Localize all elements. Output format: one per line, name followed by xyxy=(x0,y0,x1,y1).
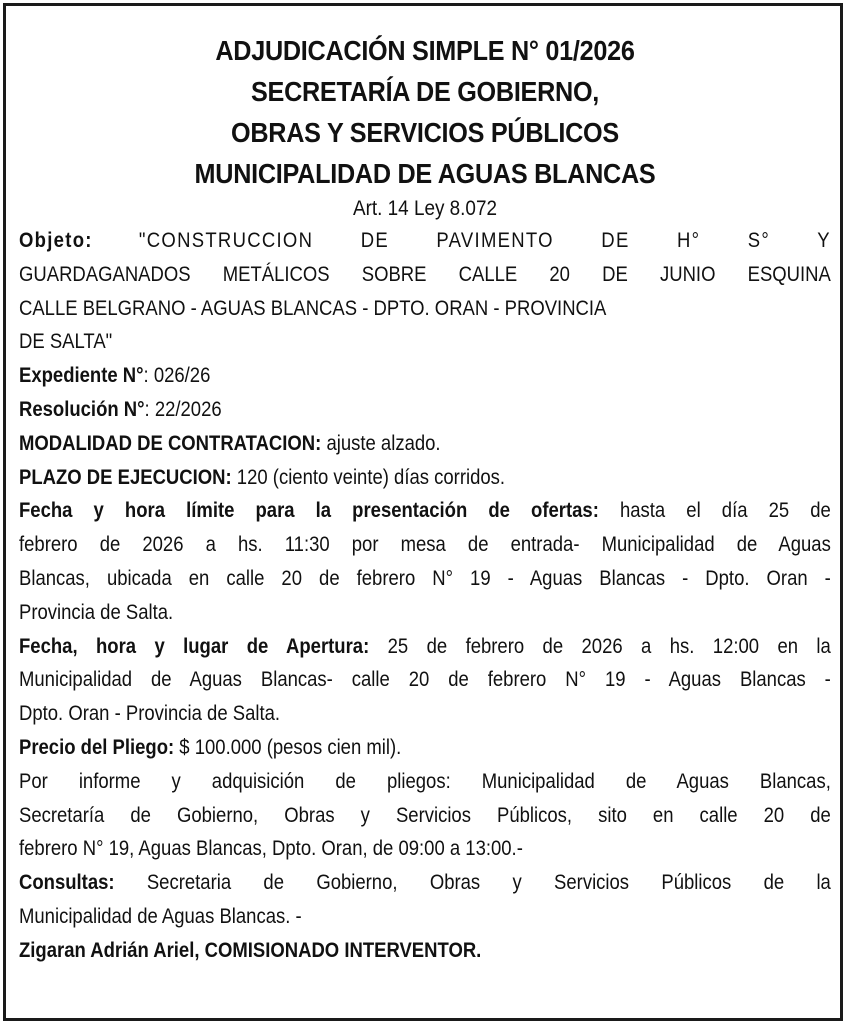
informe-line-1: Por informe y adquisición de pliegos: Municipalidad de Aguas Blancas, xyxy=(19,768,831,793)
modalidad-label: MODALIDAD DE CONTRATACION: xyxy=(19,430,322,455)
precio-row xyxy=(19,731,831,765)
resolucion-row xyxy=(19,393,831,427)
legal-reference: Art. 14 Ley 8.072 xyxy=(353,197,497,220)
objeto-label: Objeto: xyxy=(19,228,93,252)
objeto-line-4: DE SALTA" xyxy=(19,329,113,354)
consultas-row-1 xyxy=(19,866,831,900)
fecha-limite-row-4 xyxy=(19,596,831,630)
fecha-limite-line-2: febrero de 2026 a hs. 11:30 por mesa de entrada- Municipalidad de Aguas xyxy=(19,532,831,557)
precio-value: $ 100.000 (pesos cien mil). xyxy=(174,734,402,759)
informe-line-2: Secretaría de Gobierno, Obras y Servicios Públicos, sito en calle 20 de xyxy=(19,802,831,827)
plazo-label: PLAZO DE EJECUCION: xyxy=(19,464,232,489)
informe-row-2 xyxy=(19,799,831,833)
expediente-value: : 026/26 xyxy=(143,363,211,388)
objeto-row-1 xyxy=(19,224,831,258)
fecha-limite-line-3: Blancas, ubicada en calle 20 de febrero N° 19 - Aguas Blancas - Dpto. Oran - xyxy=(19,565,831,590)
apertura-line-2: Municipalidad de Aguas Blancas- calle 20 de febrero N° 19 - Aguas Blancas - xyxy=(19,667,831,692)
title-line-3: OBRAS Y SERVICIOS PÚBLICOS xyxy=(231,117,619,148)
plazo-value: 120 (ciento veinte) días corridos. xyxy=(231,464,506,489)
signature-row xyxy=(19,934,831,968)
apertura-row-2 xyxy=(19,663,831,697)
notice-content xyxy=(19,30,831,968)
objeto-line-1: "CONSTRUCCION DE PAVIMENTO DE H° S° Y xyxy=(138,228,831,252)
fecha-limite-label: Fecha y hora límite para la presentación de ofertas: xyxy=(19,498,599,523)
title-line-1: ADJUDICACIÓN SIMPLE N° 01/2026 xyxy=(215,35,635,66)
informe-row-3 xyxy=(19,832,831,866)
title-line-4: MUNICIPALIDAD DE AGUAS BLANCAS xyxy=(194,158,656,189)
informe-line-3: febrero N° 19, Aguas Blancas, Dpto. Oran, de 09:00 a 13:00.- xyxy=(19,836,523,861)
apertura-line-3: Dpto. Oran - Provincia de Salta. xyxy=(19,701,281,726)
notice-frame xyxy=(3,3,843,1021)
consultas-line-1: Secretaria de Gobierno, Obras y Servicios Públicos de la xyxy=(114,870,831,895)
consultas-line-2: Municipalidad de Aguas Blancas. - xyxy=(19,903,302,928)
apertura-label: Fecha, hora y lugar de Apertura: xyxy=(19,633,370,658)
precio-label: Precio del Pliego: xyxy=(19,734,175,759)
expediente-row xyxy=(19,359,831,393)
apertura-row-1 xyxy=(19,630,831,664)
fecha-limite-line-4: Provincia de Salta. xyxy=(19,599,174,624)
fecha-limite-line-1: hasta el día 25 de xyxy=(598,498,831,523)
modalidad-value: ajuste alzado. xyxy=(321,430,441,455)
consultas-row-2 xyxy=(19,900,831,934)
fecha-limite-row-3 xyxy=(19,562,831,596)
modalidad-row xyxy=(19,427,831,461)
informe-row-1 xyxy=(19,765,831,799)
objeto-line-2: GUARDAGANADOS METÁLICOS SOBRE CALLE 20 DE JUNIO ESQUINA xyxy=(19,261,831,286)
apertura-line-1: 25 de febrero de 2026 a hs. 12:00 en la xyxy=(369,633,831,658)
expediente-label: Expediente N° xyxy=(19,363,144,388)
resolucion-label: Resolución N° xyxy=(19,396,145,421)
notice-title xyxy=(60,30,791,194)
consultas-label: Consultas: xyxy=(19,870,115,895)
objeto-line-3: CALLE BELGRANO - AGUAS BLANCAS - DPTO. ORAN - PROVINCIA xyxy=(19,295,607,320)
signature-text: Zigaran Adrián Ariel, COMISIONADO INTERVENTOR. xyxy=(19,937,482,962)
fecha-limite-row-2 xyxy=(19,528,831,562)
objeto-row-3 xyxy=(19,292,831,326)
fecha-limite-row-1 xyxy=(19,494,831,528)
apertura-row-3 xyxy=(19,697,831,731)
plazo-row xyxy=(19,461,831,495)
objeto-row-4 xyxy=(19,325,831,359)
title-line-2: SECRETARÍA DE GOBIERNO, xyxy=(250,76,600,107)
objeto-row-2 xyxy=(19,258,831,292)
resolucion-value: : 22/2026 xyxy=(144,396,222,421)
